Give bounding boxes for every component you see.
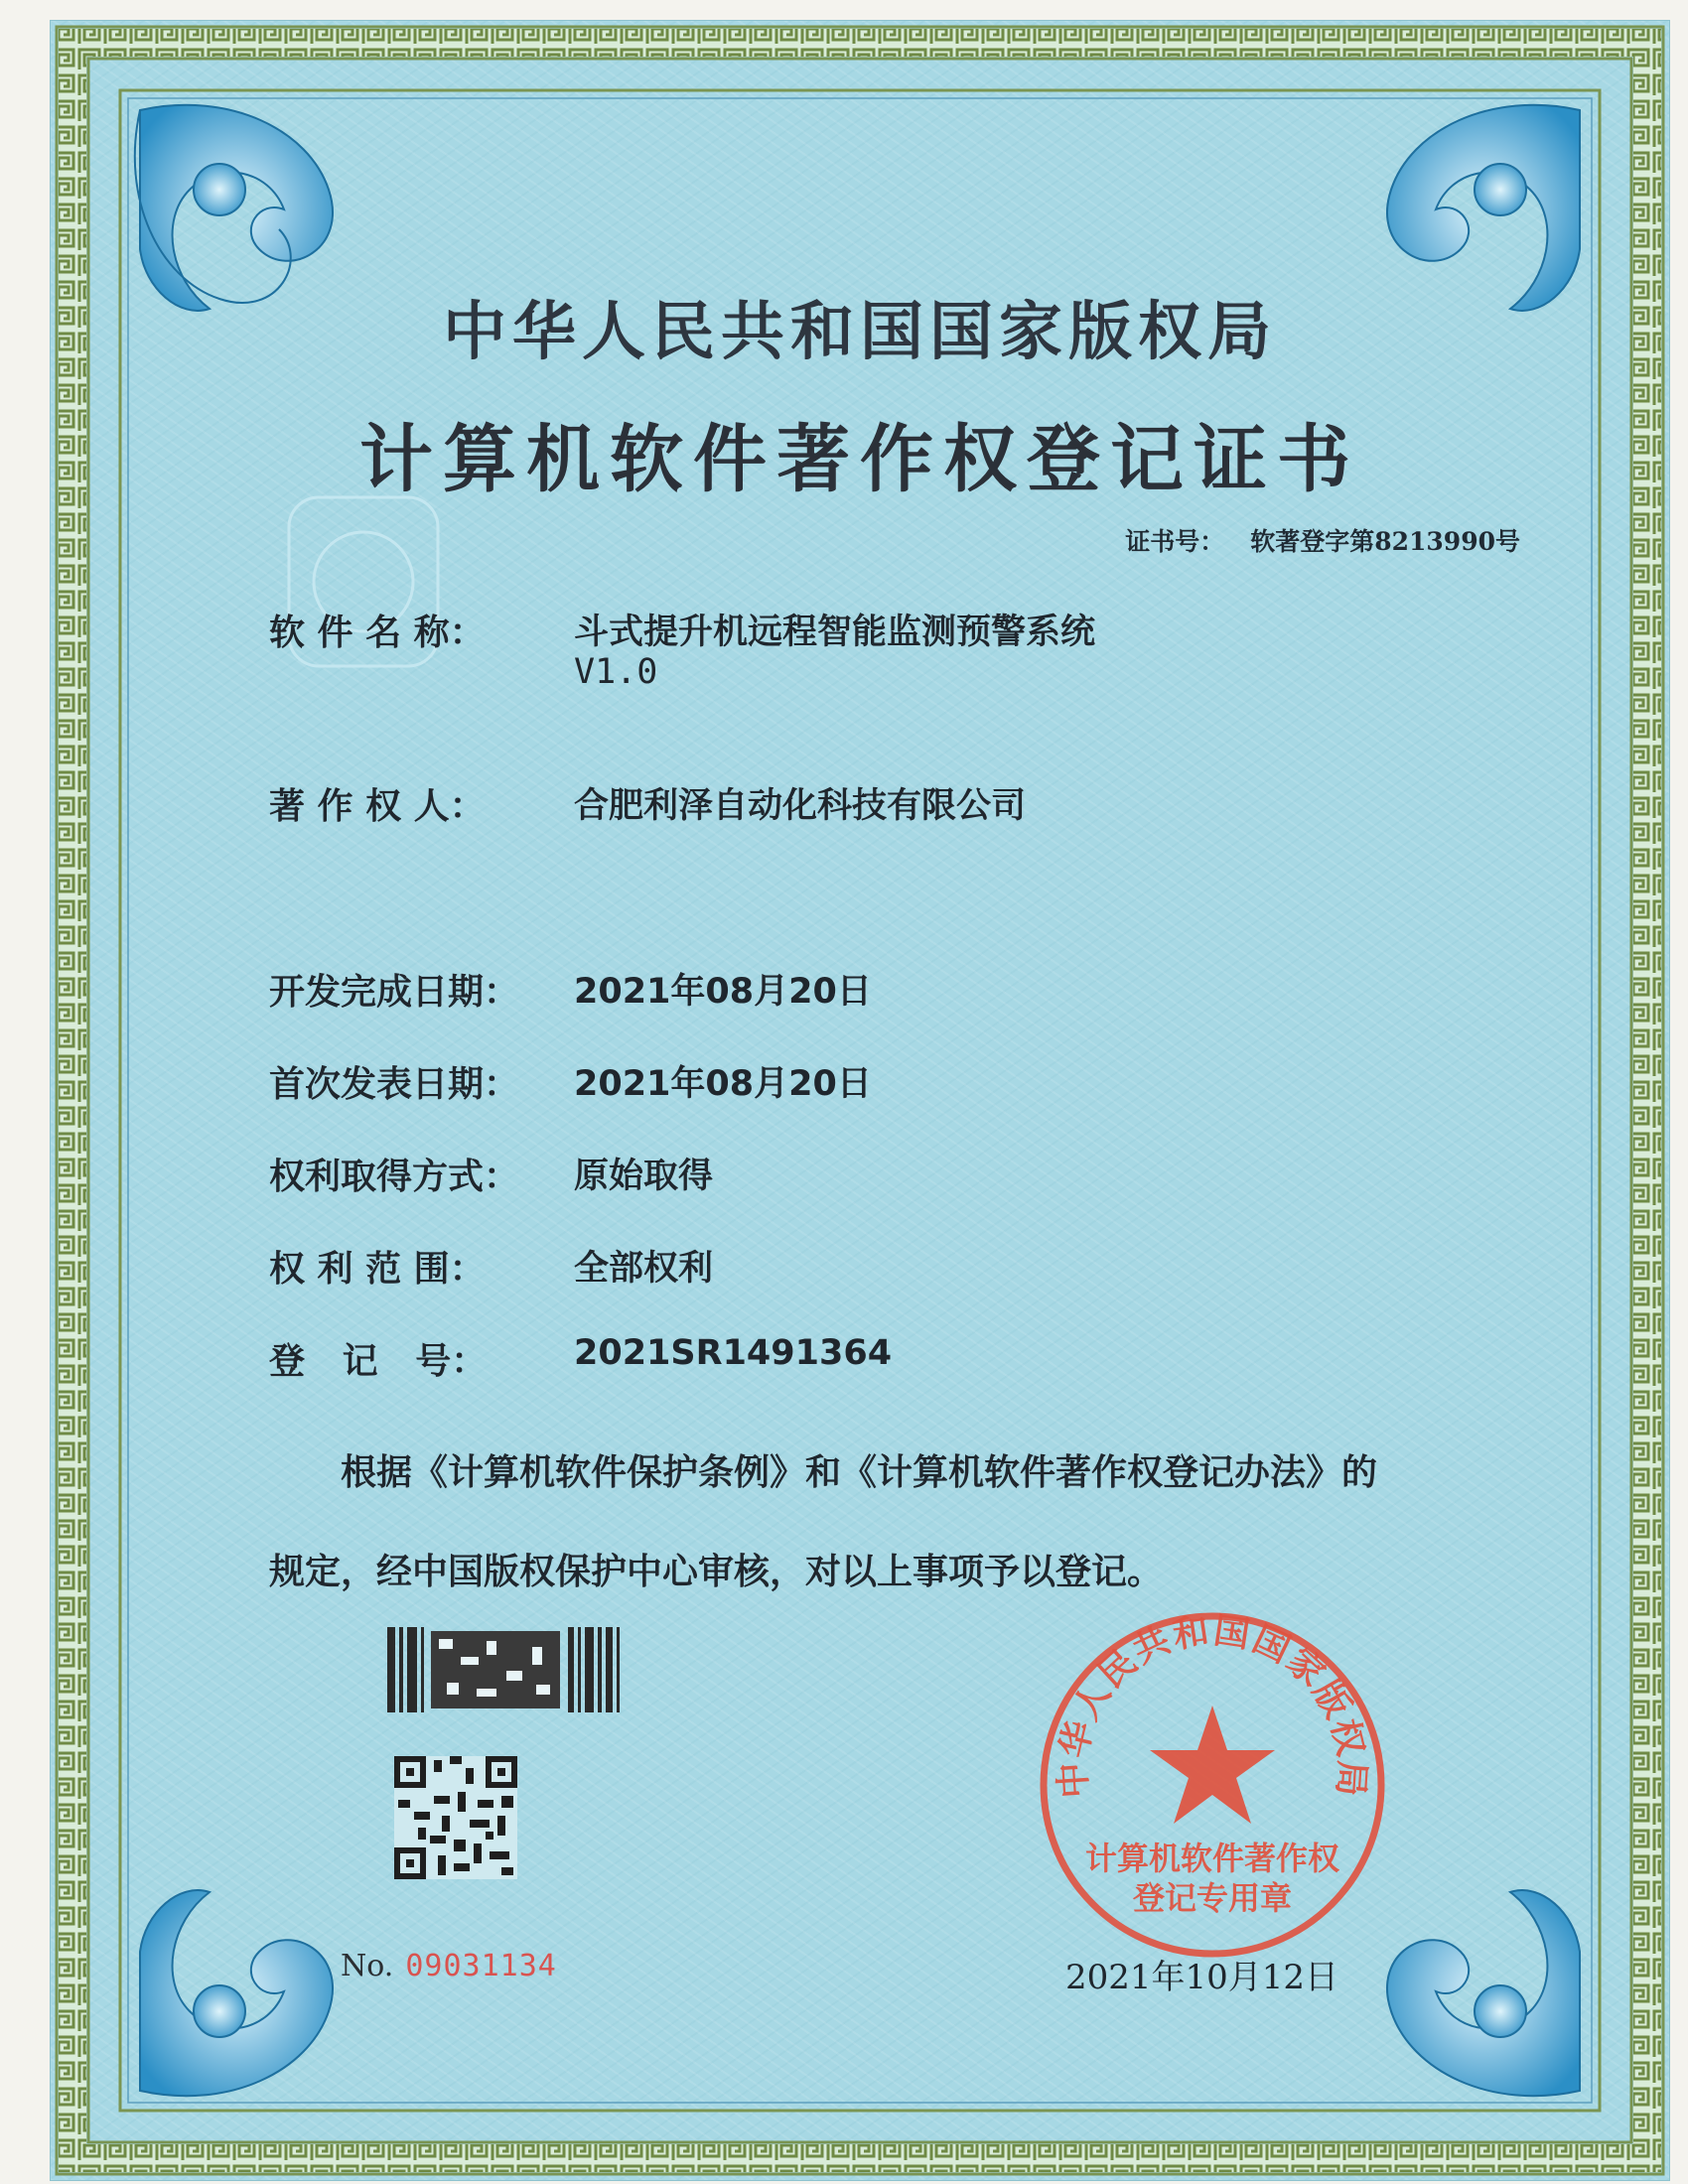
software-version-value: V1.0 bbox=[574, 652, 658, 692]
acquire-method-value: 原始取得 bbox=[574, 1157, 714, 1196]
seal-arc-text: 中华人民共和国国家版权局 bbox=[1053, 1610, 1372, 1800]
rights-scope-label: 权 利 范 围： bbox=[269, 1249, 486, 1290]
registration-number-label: 登 记 号： bbox=[269, 1341, 488, 1382]
pub-date-label: 首次发表日期： bbox=[269, 1064, 520, 1105]
acquire-method-label: 权利取得方式： bbox=[269, 1157, 520, 1197]
agency-title: 中华人民共和国国家版权局 bbox=[443, 296, 1277, 369]
issue-date: 2021年10月12日 bbox=[1065, 1958, 1339, 1997]
star-icon bbox=[1150, 1706, 1275, 1824]
certificate-number-label: 证书号： bbox=[1125, 527, 1225, 556]
statement-line-2: 规定，经中国版权保护中心审核，对以上事项予以登记。 bbox=[269, 1552, 1164, 1592]
certificate-title: 计算机软件著作权登记证书 bbox=[359, 417, 1360, 502]
serial-number-label: No. bbox=[341, 1949, 394, 1983]
serial-number bbox=[341, 1949, 557, 1983]
dev-date-value: 2021年08月20日 bbox=[574, 972, 872, 1012]
rights-scope-value: 全部权利 bbox=[574, 1249, 714, 1289]
certificate bbox=[50, 20, 1670, 2181]
registration-number-value: 2021SR1491364 bbox=[574, 1333, 893, 1373]
seal-line-2: 登记专用章 bbox=[1132, 1879, 1293, 1917]
corner-ornament-tl bbox=[135, 105, 333, 311]
software-name-value: 斗式提升机远程智能监测预警系统 bbox=[574, 613, 1096, 652]
certificate-number bbox=[1125, 522, 1520, 558]
serial-number-value: 09031134 bbox=[405, 1949, 557, 1983]
owner-value: 合肥利泽自动化科技有限公司 bbox=[574, 786, 1027, 826]
corner-ornament-bl bbox=[140, 1890, 333, 2096]
corner-ornament-tr bbox=[1387, 105, 1580, 311]
certificate-number-value: 软著登字第8213990号 bbox=[1250, 527, 1520, 556]
barcode-image bbox=[387, 1627, 626, 1712]
pub-date-value: 2021年08月20日 bbox=[574, 1064, 872, 1104]
corner-ornament-br bbox=[1387, 1890, 1580, 2096]
seal-line-1: 计算机软件著作权 bbox=[1084, 1840, 1340, 1877]
owner-label: 著 作 权 人： bbox=[269, 786, 486, 827]
official-seal bbox=[1034, 1606, 1391, 1964]
statement-line-1: 根据《计算机软件保护条例》和《计算机软件著作权登记办法》的 bbox=[341, 1452, 1378, 1493]
dev-date-label: 开发完成日期： bbox=[269, 972, 520, 1013]
qr-code-image bbox=[394, 1756, 517, 1879]
software-name-label: 软 件 名 称： bbox=[269, 613, 486, 653]
